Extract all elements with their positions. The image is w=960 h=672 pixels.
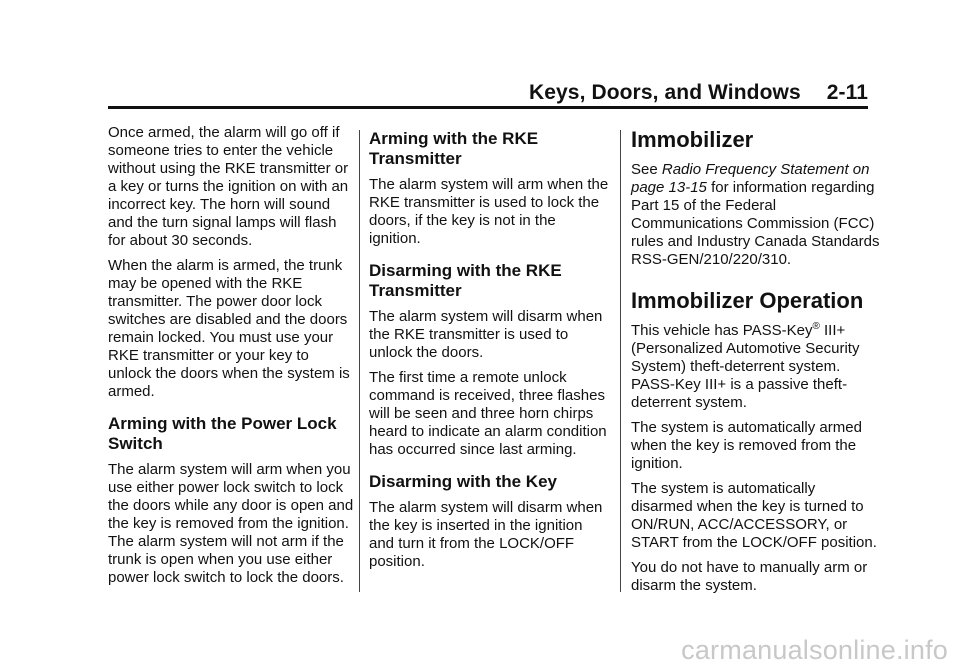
- page-header: [529, 81, 868, 105]
- column-2: [369, 124, 611, 578]
- paragraph-alarm-trigger: Once armed, the alarm will go off if someone tries to enter the vehicle without using the RKE transmitter or a key or turns the ignition on with an incorrect key. The horn will sound and the turn signal lamps will flash for about 30 seconds.: [108, 124, 349, 249]
- header-rule: [108, 106, 868, 109]
- paragraph-arming-rke: The alarm system will arm when the RKE transmitter is used to lock the doors, if the key is not in the ignition.: [369, 176, 609, 247]
- cross-reference-link[interactable]: Radio Frequency Statement on page 13-15: [631, 161, 870, 196]
- page-number: 2-11: [826, 81, 868, 104]
- paragraph-remote-unlock: The first time a remote unlock command is received, three flashes will be seen and three horn chirps heard to indicate an alarm condition has occurred since last arming.: [369, 369, 607, 458]
- paragraph-disarming-key: The alarm system will disarm when the key is inserted in the ignition and turn it from the LOCK/OFF position.: [369, 499, 603, 570]
- heading-disarming-rke: Disarming with the RKE Transmitter: [369, 261, 562, 300]
- paragraph-disarming-rke: The alarm system will disarm when the RKE transmitter is used to unlock the doors.: [369, 308, 603, 361]
- section-title: Keys, Doors, and Windows: [528, 81, 801, 104]
- heading-arming-rke: Arming with the RKE Transmitter: [369, 129, 539, 168]
- registered-mark: ®: [812, 321, 820, 332]
- text-see: See: [631, 161, 662, 178]
- watermark: carmanualsonline.info: [681, 635, 948, 665]
- text-pass-key: This vehicle has PASS-Key: [631, 322, 813, 339]
- paragraph-arming-power-lock: The alarm system will arm when you use either power lock switch to lock the doors while any door is open and the key is removed from the ignition. The alarm system will not arm if the trunk is open when you use either power lock switch to lock the doors.: [108, 461, 354, 586]
- text-reference-rest: for information regarding Part 15 of the Federal Communications Commission (FCC) rules and Industry Canada Standards RSS-GEN/210/220/310.: [631, 179, 880, 268]
- column-3: [631, 124, 881, 602]
- column-divider: [620, 130, 621, 592]
- text-pass-key-rest: III+ (Personalized Automotive Security System) theft-deterrent system. PASS-Key III+ is a passive theft-deterrent system.: [631, 322, 860, 411]
- heading-arming-power-lock: Arming with the Power Lock Switch: [108, 414, 337, 453]
- paragraph-auto-armed: The system is automatically armed when the key is removed from the ignition.: [631, 419, 862, 472]
- heading-immobilizer-operation: Immobilizer Operation: [631, 288, 864, 313]
- paragraph-pass-key: [631, 322, 881, 412]
- column-divider: [359, 130, 360, 592]
- paragraph-alarm-armed-trunk: When the alarm is armed, the trunk may be opened with the RKE transmitter. The power door lock switches are disabled and the doors remain locked. You must use your RKE transmitter or your key to unlock the doors when the system is armed.: [108, 257, 350, 400]
- paragraph-immobilizer-reference: [631, 161, 881, 269]
- paragraph-manual-arm: You do not have to manually arm or disarm the system.: [631, 559, 868, 594]
- heading-disarming-key: Disarming with the Key: [369, 472, 557, 491]
- heading-immobilizer: Immobilizer: [631, 127, 754, 152]
- paragraph-auto-disarmed: The system is automatically disarmed when the key is turned to ON/RUN, ACC/ACCESSORY, or START from the LOCK/OFF position.: [631, 480, 877, 551]
- column-1: [108, 124, 356, 594]
